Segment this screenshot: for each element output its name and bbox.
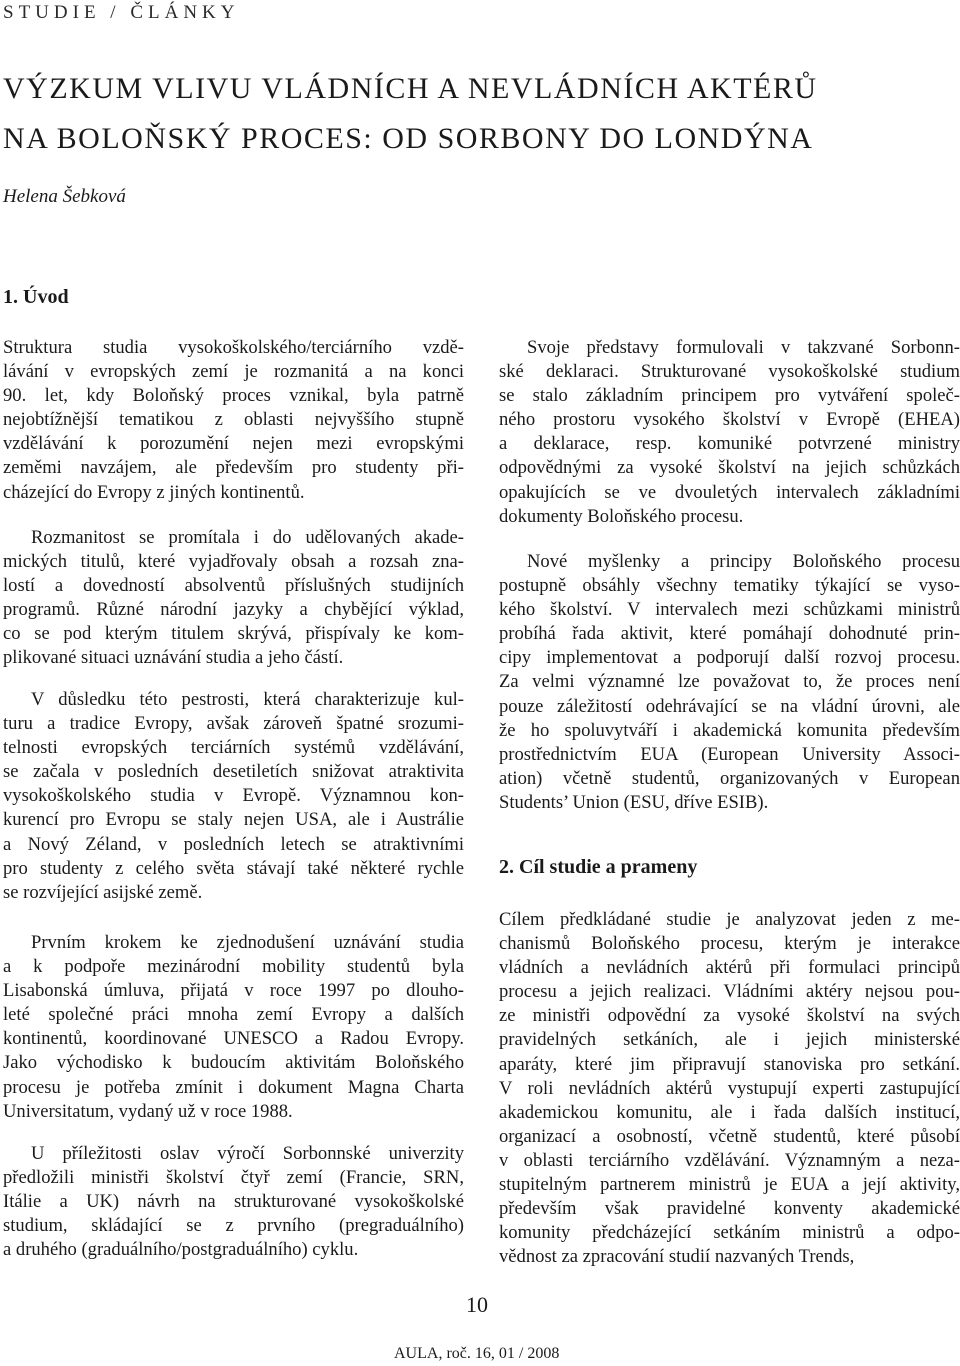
- paragraph: [499, 550, 960, 815]
- text-line: v oblasti terciárního vzdělávání. Významným a neza-: [499, 1149, 960, 1171]
- text-line: Lisabonská úmluva, přijatá v roce 1997 po dlouho-: [3, 980, 464, 1002]
- text-line: Za velmi významné lze považovat to, že proces není: [499, 671, 960, 693]
- text-line: dokumenty Boloňského procesu.: [499, 505, 744, 527]
- text-line: probíhá řada aktivit, které pomáhají dohodnuté prin-: [499, 623, 960, 645]
- text-line: kého školství. V intervalech mezi schůzkami ministrů: [499, 599, 960, 621]
- text-line: V důsledku této pestrosti, která charakterizuje kul-: [31, 689, 464, 710]
- text-line: Nové myšlenky a principy Boloňského procesu: [527, 551, 960, 572]
- text-line: stupitelným partnerem ministrů je EUA a její aktivity,: [499, 1174, 960, 1196]
- paragraph: [3, 526, 464, 671]
- text-line: se stalo základním principem pro vytváření společ-: [499, 385, 960, 407]
- page-number: 10: [466, 1292, 488, 1317]
- text-line: ské deklaraci. Strukturované vysokoškolské studium: [499, 361, 960, 383]
- text-line: Jako východisko k budoucím aktivitám Boloňského: [3, 1052, 464, 1074]
- text-line: chanismů Boloňského procesu, kterým je interakce: [499, 933, 960, 955]
- text-line: Svoje představy formulovali v takzvané Sorbonn-: [527, 337, 960, 358]
- text-line: že ho spoluvytváří i akademická komunita především: [499, 719, 960, 741]
- text-line: leté společné práci mnoha zemí Evropy a dalších: [3, 1004, 464, 1026]
- text-line: turu a tradice Evropy, avšak zároveň špatné srozumi-: [3, 713, 464, 735]
- text-line: lávání v evropských zemí je rozmanitá a na konci: [3, 361, 464, 383]
- text-line: Prvním krokem ke zjednodušení uznávání studia: [31, 932, 464, 953]
- text-line: co se pod kterým titulem skrývá, přispívaly ke kom-: [3, 623, 464, 645]
- text-line: telnosti evropských terciárních systémů vzdělávání,: [3, 737, 464, 759]
- text-line: ného prostoru vysokého školství v Evropě (EHEA): [499, 409, 960, 431]
- text-line: kontinentů, koordinované UNESCO a Radou Evropy.: [3, 1028, 464, 1050]
- text-line: ze ministři odpovědní za vysoké školství na svých: [499, 1005, 960, 1027]
- text-line: a k podpoře mezinárodní mobility studentů byla: [3, 956, 464, 978]
- text-line: postupně obsáhly všechny tematiky týkající se vyso-: [499, 575, 960, 597]
- text-line: Struktura studia vysokoškolského/terciárního vzdě-: [3, 337, 464, 358]
- text-line: kurencí pro Evropu se staly nejen USA, ale i Austrálie: [3, 809, 464, 831]
- paragraph: [3, 931, 464, 1124]
- text-line: předložili ministři školství čtyř zemí (Francie, SRN,: [3, 1167, 464, 1189]
- text-line: cipy implementovat a podporují další rozvoj procesu.: [499, 647, 960, 669]
- text-line: pouze záležitostí odehrávající se na vládní úrovni, ale: [499, 695, 960, 717]
- text-line: především však pravidelné konventy akademické: [499, 1198, 960, 1220]
- paragraph: [3, 688, 464, 905]
- paragraph: [3, 336, 464, 505]
- text-line: a druhého (graduálního/postgraduálního) cyklu.: [3, 1239, 359, 1261]
- text-line: se rozvíjející asijské země.: [3, 881, 203, 903]
- paragraph: [3, 1142, 464, 1262]
- section-heading-aim: 2. Cíl studie a prameny: [499, 856, 698, 878]
- text-line: komunity předcházející setkáním ministrů a odpo-: [499, 1222, 960, 1244]
- text-line: pro studenty z celého světa stávají také některé rychle: [3, 857, 464, 879]
- text-line: Rozmanitost se promítala i do udělovaných akade-: [31, 527, 464, 548]
- text-line: plikované situaci uznávání studia a jeho částí.: [3, 647, 344, 669]
- text-line: Itálie a UK) návrh na strukturované vysokoškolské: [3, 1191, 464, 1213]
- title-line-2: NA BOLOŇSKÝ PROCES: OD SORBONY DO LONDÝNA: [3, 122, 814, 155]
- text-line: lostí a dovedností absolventů příslušných studijních: [3, 575, 464, 597]
- text-line: odpovědnými za vysoké školství na jejich schůzkách: [499, 457, 960, 479]
- text-line: ation) včetně studentů, organizovaných v European: [499, 767, 960, 789]
- paragraph: [499, 908, 960, 1269]
- text-line: se začala v posledních desetiletích snižovat atraktivita: [3, 761, 464, 783]
- section-heading-intro: 1. Úvod: [3, 286, 69, 308]
- text-line: zeměmi navzájem, ale především pro studenty při-: [3, 457, 464, 479]
- title-line-1: VÝZKUM VLIVU VLÁDNÍCH A NEVLÁDNÍCH AKTÉRŮ: [3, 72, 818, 105]
- text-line: vysokoškolského studia v Evropě. Významnou kon-: [3, 785, 464, 807]
- text-line: procesu je potřeba zmínit i dokument Magna Charta: [3, 1076, 464, 1098]
- text-line: nejobtížnější tematikou z oblasti nejvyššího stupně: [3, 409, 464, 431]
- text-line: opakujících se ve dvouletých intervalech základními: [499, 481, 960, 503]
- text-line: a Nový Zéland, v posledních letech se atraktivními: [3, 833, 464, 855]
- text-line: a deklarace, resp. komuniké potvrzené ministry: [499, 433, 960, 455]
- section-kicker: STUDIE / ČLÁNKY: [3, 2, 240, 23]
- text-line: U příležitosti oslav výročí Sorbonnské univerzity: [31, 1143, 464, 1164]
- article-title: [3, 64, 953, 164]
- text-line: mických titulů, které vyjadřovaly obsah a rozsah zna-: [3, 551, 464, 573]
- text-line: 90. let, kdy Boloňský proces vznikal, byla patrně: [3, 385, 464, 407]
- text-line: prostřednictvím EUA (European University Associ-: [499, 743, 960, 765]
- text-line: aparáty, které jim připravují stanoviska pro setkání.: [499, 1053, 960, 1075]
- text-line: vládních a nevládních aktérů při formulaci principů: [499, 957, 960, 979]
- text-line: V roli nevládních aktérů vystupují experti zastupující: [499, 1077, 960, 1099]
- text-line: procesu a jejich realizaci. Vládními aktéry nejsou pou-: [499, 981, 960, 1003]
- text-line: vědnost za zpracování studií nazvaných Trends,: [499, 1246, 855, 1268]
- text-line: akademickou komunitu, ale i řada dalších institucí,: [499, 1101, 960, 1123]
- text-line: pravidelných setkáních, ale i jejich ministerské: [499, 1029, 960, 1051]
- text-line: organizací a osobností, včetně studentů, které působí: [499, 1125, 960, 1147]
- author-name: Helena Šebková: [3, 186, 126, 207]
- text-line: Students’ Union (ESU, dříve ESIB).: [499, 791, 769, 813]
- text-line: programů. Různé národní jazyky a chybějící výklad,: [3, 599, 464, 621]
- paragraph: [499, 336, 960, 529]
- text-line: Cílem předkládané studie je analyzovat jeden z me-: [499, 909, 960, 930]
- text-line: studium, skládající se z prvního (pregraduálního): [3, 1215, 464, 1237]
- text-line: cházející do Evropy z jiných kontinentů.: [3, 481, 305, 503]
- journal-footer: AULA, roč. 16, 01 / 2008: [394, 1345, 560, 1362]
- text-line: vzdělávání k porozumění nejen mezi evropskými: [3, 433, 464, 455]
- text-line: Universitatum, vydaný už v roce 1988.: [3, 1100, 293, 1122]
